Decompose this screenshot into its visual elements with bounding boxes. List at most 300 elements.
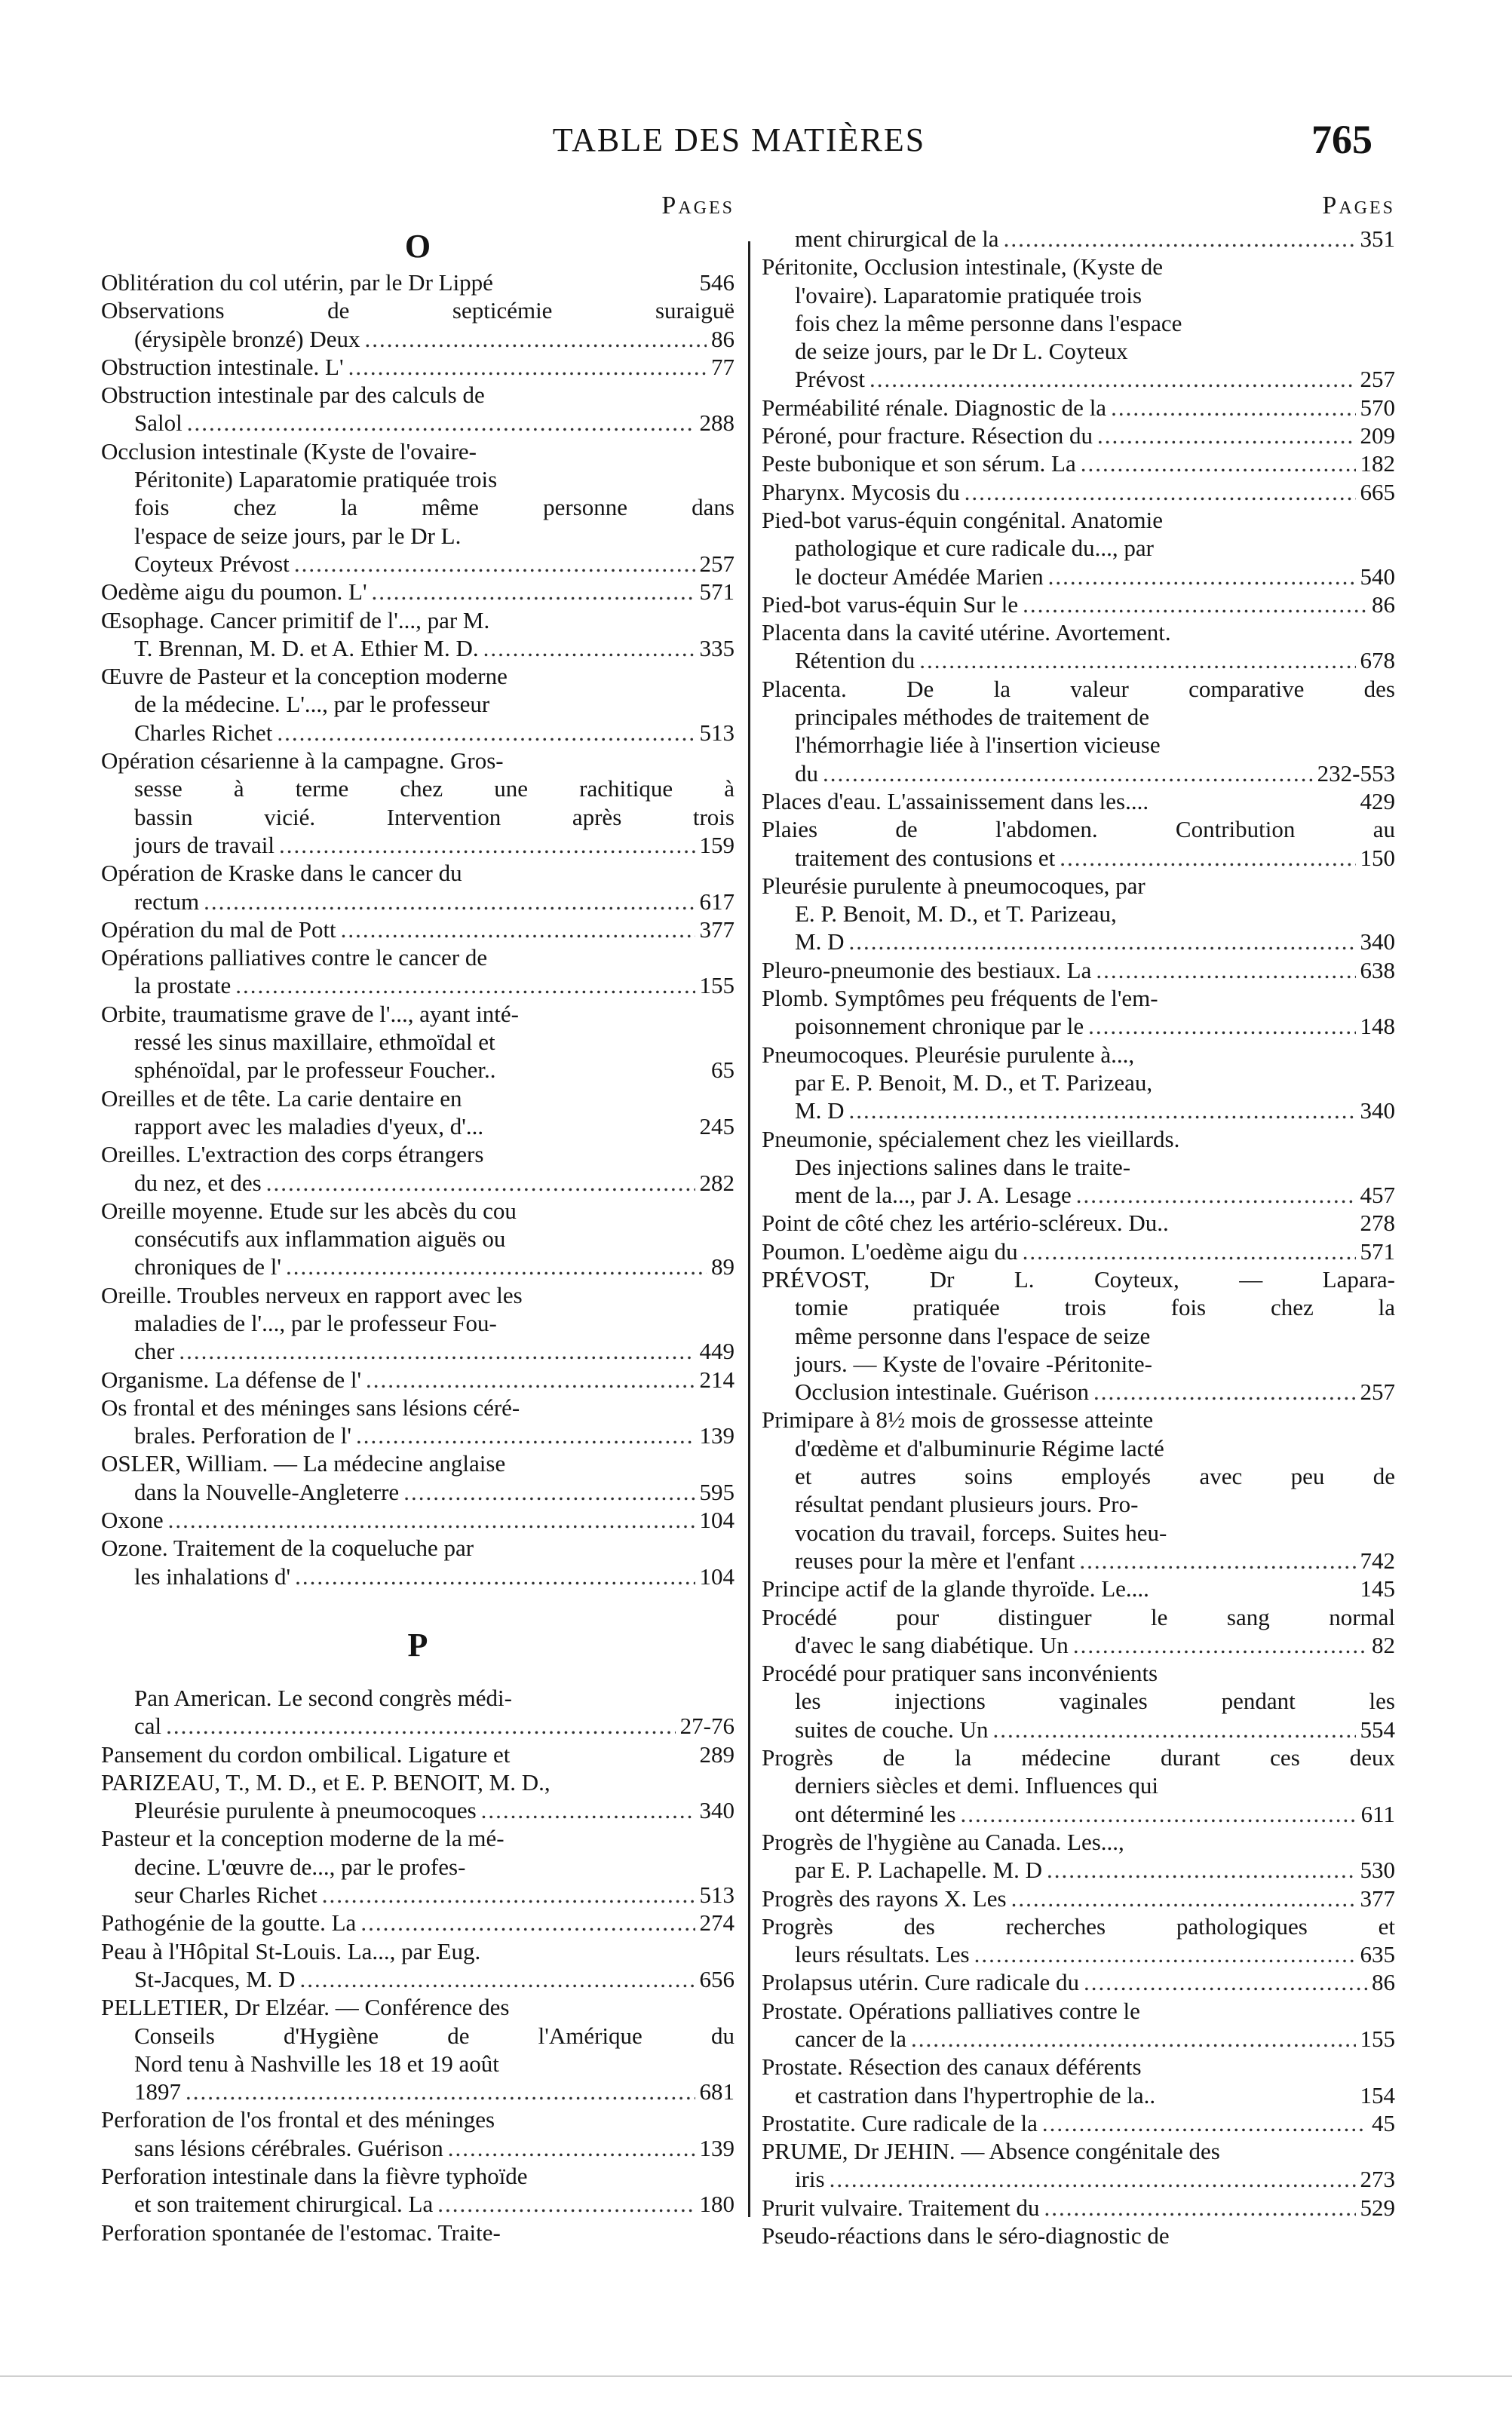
dot-leader [974, 1940, 1356, 1968]
page-reference: 638 [1360, 956, 1395, 983]
entry-text: rapport avec les maladies d'yeux, d'... [134, 1112, 484, 1139]
entry-text: les injections vaginales pendant les [795, 1688, 1395, 1715]
dot-leader [1011, 1885, 1356, 1912]
entry-text: reuses pour la mère et l'enfant [795, 1547, 1075, 1574]
entry-text: sesse à terme chez une rachitique à [134, 775, 735, 802]
index-line [101, 409, 735, 437]
index-line [762, 815, 1395, 843]
dot-leader [830, 2165, 1356, 2193]
page-number: 765 [1311, 117, 1372, 162]
entry-text: Pleurésie purulente à pneumocoques, par [762, 872, 1146, 899]
index-line [762, 2165, 1395, 2193]
dot-leader [869, 365, 1356, 393]
index-line [762, 1069, 1395, 1096]
entry-text: Opération de Kraske dans le cancer du [101, 860, 462, 887]
index-line [101, 1712, 735, 1740]
page-reference: 546 [699, 269, 735, 296]
index-line [101, 578, 735, 606]
entry-text: de la médecine. L'..., par le professeur [134, 691, 490, 718]
entry-text: résultat pendant plusieurs jours. Pro- [795, 1491, 1139, 1518]
entry-text: Pansement du cordon ombilical. Ligature et [101, 1740, 511, 1768]
index-line [101, 381, 735, 409]
index-line [101, 915, 735, 943]
index-line [101, 1909, 735, 1937]
entry-text: Œuvre de Pasteur et la conception moderne [101, 663, 508, 690]
entry-text: Os frontal et des méninges sans lésions céré- [101, 1394, 520, 1421]
index-line [762, 1659, 1395, 1687]
index-line [101, 943, 735, 971]
page-reference: 257 [699, 550, 735, 577]
page-reference: 77 [711, 353, 735, 380]
index-line [101, 1993, 735, 2021]
page-reference: 617 [699, 888, 735, 915]
dot-leader [1079, 1547, 1355, 1575]
entry-text: Occlusion intestinale (Kyste de l'ovaire- [101, 437, 477, 465]
page-reference: 635 [1360, 1941, 1395, 1968]
dot-leader [294, 550, 695, 578]
page-reference: 571 [1360, 1237, 1395, 1265]
index-line [762, 2109, 1395, 2137]
entry-text: d'œdème et d'albuminurie Régime lacté [795, 1434, 1164, 1461]
index-line [762, 309, 1395, 337]
entry-text: et castration dans l'hypertrophie de la.. [795, 2081, 1156, 2108]
dot-leader [1081, 449, 1356, 477]
page-reference: 245 [699, 1112, 735, 1139]
page-reference: 155 [699, 972, 735, 999]
entry-text: bassin vicié. Intervention après trois [134, 803, 735, 830]
index-line [101, 2105, 735, 2133]
entry-text: Principe actif de la glande thyroïde. Le.... [762, 1575, 1149, 1602]
entry-text: Prostate. Résection des canaux déférents [762, 2053, 1142, 2081]
index-line [101, 2022, 735, 2050]
page-reference: 139 [699, 1422, 735, 1449]
dot-leader [365, 325, 707, 353]
index-line [762, 759, 1395, 787]
page-reference: 209 [1360, 422, 1395, 449]
index-line [762, 1519, 1395, 1547]
index-entries-left [101, 268, 735, 2246]
index-line [101, 1000, 735, 1028]
index-line [101, 1421, 735, 1449]
page-reference: 257 [1360, 366, 1395, 393]
entry-text: Rétention du [795, 647, 915, 674]
entry-text: Péritonite) Laparatomie pratiquée trois [134, 466, 498, 493]
entry-text: Prévost [795, 366, 865, 393]
entry-text: suites de couche. Un [795, 1716, 989, 1743]
dot-leader [279, 831, 695, 859]
index-line [101, 1140, 735, 1168]
index-line [762, 2025, 1395, 2053]
entry-text: cher [134, 1338, 175, 1365]
index-line [762, 1743, 1395, 1771]
entry-text: ment de la..., par J. A. Lesage [795, 1182, 1072, 1209]
page-reference: 513 [699, 719, 735, 746]
entry-text: Oblitération du col utérin, par le Dr Lippé [101, 269, 493, 296]
entry-text: M. D [795, 1097, 845, 1124]
entry-text: PARIZEAU, T., M. D., et E. P. BENOIT, M. D., [101, 1768, 551, 1796]
index-line [101, 1028, 735, 1056]
dot-leader [168, 1506, 695, 1534]
entry-text: iris [795, 2166, 825, 2193]
section-letter-p: P [407, 1626, 428, 1664]
entry-text: Prolapsus utérin. Cure radicale du [762, 1969, 1079, 1996]
dot-leader [1097, 422, 1355, 449]
entry-text: brales. Perforation de l' [134, 1422, 351, 1449]
index-line [762, 563, 1395, 590]
entry-text: Péroné, pour fracture. Résection du [762, 422, 1093, 449]
index-line [762, 1547, 1395, 1575]
entry-text: Progrès de l'hygiène au Canada. Les..., [762, 1828, 1124, 1855]
dot-leader [911, 2025, 1356, 2053]
index-line [101, 2050, 735, 2078]
index-line [101, 1281, 735, 1309]
entry-text: Charles Richet [134, 719, 273, 746]
page-reference: 282 [699, 1169, 735, 1196]
entry-text: Pied-bot varus-équin Sur le [762, 590, 1019, 618]
index-line [762, 1181, 1395, 1209]
entry-text: traitement des contusions et [795, 844, 1056, 871]
page-reference: 104 [699, 1563, 735, 1590]
entry-text: Prostatite. Cure radicale de la [762, 2109, 1038, 2136]
entry-text: E. P. Benoit, M. D., et T. Parizeau, [795, 900, 1117, 928]
entry-text: Pharynx. Mycosis du [762, 478, 960, 505]
dot-leader [360, 1909, 695, 1937]
dot-leader [993, 1716, 1356, 1743]
entry-text: Places d'eau. L'assainissement dans les.... [762, 787, 1149, 814]
entry-text: Ozone. Traitement de la coqueluche par [101, 1535, 474, 1562]
index-line [101, 1965, 735, 1993]
entry-text: M. D [795, 928, 845, 955]
page-reference: 65 [711, 1057, 735, 1084]
entry-text: les inhalations d' [134, 1563, 291, 1590]
index-line [101, 803, 735, 831]
index-line [762, 1771, 1395, 1799]
index-line [762, 1490, 1395, 1518]
entry-text: Perméabilité rénale. Diagnostic de la [762, 394, 1107, 421]
dot-leader [1088, 1012, 1355, 1040]
entry-text: Progrès des rayons X. Les [762, 1885, 1007, 1912]
index-line [762, 590, 1395, 618]
entry-text: Péritonite, Occlusion intestinale, (Kyste de [762, 253, 1164, 281]
page-reference: 681 [699, 2078, 735, 2105]
index-line [762, 928, 1395, 955]
page-reference: 86 [711, 325, 735, 352]
index-line [762, 1856, 1395, 1884]
index-line [762, 1012, 1395, 1040]
page-reference: 377 [699, 915, 735, 943]
page-reference: 665 [1360, 478, 1395, 505]
index-line [101, 662, 735, 690]
entry-text: Opération du mal de Pott [101, 915, 336, 943]
index-line [101, 1056, 735, 1084]
index-line [101, 1684, 735, 1712]
entry-text: sans lésions cérébrales. Guérison [134, 2134, 443, 2161]
entry-text: cancer de la [795, 2026, 906, 2052]
index-line [762, 1406, 1395, 1434]
entry-text: (érysipèle bronzé) Deux [134, 325, 360, 352]
page-reference: 570 [1360, 394, 1395, 421]
index-line [101, 2219, 735, 2246]
index-line [101, 493, 735, 521]
entry-text: Progrès de la médecine durant ces deux [762, 1744, 1395, 1771]
index-line [101, 1112, 735, 1140]
index-line [762, 1237, 1395, 1265]
index-line [101, 1084, 735, 1112]
index-line [762, 478, 1395, 506]
dot-leader [483, 634, 695, 662]
page-reference: 82 [1372, 1631, 1395, 1658]
entry-text: ment chirurgical de la [795, 225, 999, 252]
entry-text: jours de travail [134, 831, 274, 858]
index-line [762, 1350, 1395, 1378]
index-line [101, 268, 735, 296]
dot-leader [1044, 2194, 1356, 2222]
index-line [101, 1253, 735, 1280]
dot-leader [1096, 956, 1355, 984]
entry-text: Nord tenu à Nashville les 18 et 19 août [134, 2050, 499, 2077]
dot-leader [179, 1337, 695, 1365]
index-line [762, 1153, 1395, 1181]
index-line [762, 1997, 1395, 2025]
page-reference: 86 [1372, 590, 1395, 618]
entry-text: Pneumocoques. Pleurésie purulente à..., [762, 1041, 1135, 1068]
entry-text: derniers siècles et demi. Influences qui [795, 1772, 1159, 1799]
index-line [762, 1575, 1395, 1602]
index-line [762, 1209, 1395, 1237]
entry-text: rectum [134, 888, 200, 915]
entry-text: fois chez la même personne dans [134, 494, 735, 521]
entry-text: Plomb. Symptômes peu fréquents de l'em- [762, 985, 1158, 1012]
dot-leader [341, 915, 695, 943]
dot-leader [186, 2078, 695, 2105]
index-line [762, 1631, 1395, 1659]
section-letter-o: O [404, 228, 431, 265]
page-reference: 288 [699, 409, 735, 437]
index-line [101, 747, 735, 774]
page-reference: 530 [1360, 1857, 1395, 1884]
page-reference: 159 [699, 831, 735, 858]
entry-text: Pan American. Le second congrès médi- [134, 1684, 512, 1711]
index-line [101, 719, 735, 747]
page-reference: 148 [1360, 1013, 1395, 1040]
page-reference: 335 [699, 634, 735, 661]
dot-leader [266, 1169, 695, 1197]
entry-text: Oreille. Troubles nerveux en rapport avec les [101, 1281, 523, 1308]
page-reference: 611 [1360, 1800, 1395, 1827]
entry-text: leurs résultats. Les [795, 1941, 970, 1968]
entry-text: Oreilles et de tête. La carie dentaire en [101, 1084, 462, 1112]
index-line [101, 2162, 735, 2190]
index-line [762, 337, 1395, 365]
entry-text: decine. L'œuvre de..., par le profes- [134, 1853, 466, 1880]
index-line [101, 1197, 735, 1225]
index-line [762, 422, 1395, 449]
dot-leader [372, 578, 695, 606]
index-line [762, 2222, 1395, 2250]
index-line [762, 253, 1395, 281]
index-line [762, 703, 1395, 731]
dot-leader [1093, 1378, 1356, 1406]
index-line [762, 1096, 1395, 1124]
entry-text: Point de côté chez les artério-scléreux. Du.. [762, 1210, 1169, 1237]
dot-leader [166, 1712, 676, 1740]
dot-leader [1004, 225, 1356, 253]
entry-text: OSLER, William. — La médecine anglaise [101, 1450, 506, 1477]
pages-column-label: Pages [661, 192, 735, 219]
entry-text: par E. P. Benoit, M. D., et T. Parizeau, [795, 1069, 1153, 1096]
entry-text: Prurit vulvaire. Traitement du [762, 2194, 1040, 2221]
page-reference: 656 [699, 1965, 735, 1992]
entry-text: Peste bubonique et son sérum. La [762, 450, 1076, 477]
dot-leader [286, 1253, 707, 1280]
index-line [101, 550, 735, 578]
index-line [762, 984, 1395, 1012]
dot-leader [300, 1965, 695, 1993]
index-line [762, 506, 1395, 534]
entry-text: Obstruction intestinale par des calculs de [101, 382, 485, 409]
page-reference: 27-76 [679, 1713, 735, 1740]
index-line [101, 522, 735, 550]
entry-text: Plaies de l'abdomen. Contribution au [762, 816, 1395, 843]
index-line [762, 1940, 1395, 1968]
page-reference: 232-553 [1317, 759, 1395, 787]
index-line [762, 956, 1395, 984]
index-line [762, 394, 1395, 422]
entry-text: Oedème aigu du poumon. L' [101, 578, 367, 606]
dot-leader [322, 1881, 695, 1909]
entry-text: Pathogénie de la goutte. La [101, 1909, 357, 1937]
entry-text: Perforation spontanée de l'estomac. Traite- [101, 2219, 501, 2246]
page-reference: 340 [1360, 928, 1395, 955]
index-line [101, 831, 735, 859]
dot-leader [235, 971, 695, 999]
index-line [762, 1687, 1395, 1715]
entry-text: dans la Nouvelle-Angleterre [134, 1478, 400, 1505]
dot-leader [848, 928, 1355, 955]
index-line [762, 1716, 1395, 1743]
page-reference: 377 [1360, 1885, 1395, 1912]
right-column [762, 187, 1395, 2250]
index-line [101, 296, 735, 324]
index-line [762, 225, 1395, 253]
index-line [762, 731, 1395, 759]
dot-leader [437, 2190, 695, 2218]
entry-text: ont déterminé les [795, 1800, 956, 1827]
entry-text: de seize jours, par le Dr L. Coyteux [795, 338, 1128, 365]
page-reference: 449 [699, 1338, 735, 1365]
index-line [101, 2190, 735, 2218]
index-line [101, 1881, 735, 1909]
page-reference: 182 [1360, 450, 1395, 477]
entry-text: principales méthodes de traitement de [795, 704, 1149, 731]
page-reference: 289 [699, 1740, 735, 1768]
entry-text: consécutifs aux inflammation aiguës ou [134, 1225, 506, 1253]
page-title: TABLE DES MATIÈRES [552, 121, 926, 158]
entry-text: 1897 [134, 2078, 181, 2105]
index-line [101, 1740, 735, 1768]
index-line [762, 1293, 1395, 1321]
page-reference: 89 [711, 1253, 735, 1280]
index-entries-right [762, 225, 1395, 2250]
entry-text: Perforation de l'os frontal et des méninges [101, 2106, 495, 2133]
entry-text: Pseudo-réactions dans le séro-diagnostic de [762, 2222, 1170, 2250]
dot-leader [356, 1421, 695, 1449]
index-line [762, 534, 1395, 562]
dot-leader [1111, 394, 1355, 422]
index-line [101, 606, 735, 634]
index-line [762, 872, 1395, 900]
page-reference: 429 [1360, 787, 1395, 814]
entry-text: Occlusion intestinale. Guérison [795, 1379, 1089, 1406]
index-line [762, 1265, 1395, 1293]
entry-text: Placenta dans la cavité utérine. Avortement. [762, 619, 1171, 646]
entry-text: cal [134, 1713, 162, 1740]
entry-text: sphénoïdal, par le professeur Foucher.. [134, 1057, 496, 1084]
index-line [762, 1800, 1395, 1828]
index-line [762, 449, 1395, 477]
index-line [101, 1478, 735, 1506]
index-line [101, 1937, 735, 1965]
index-line [762, 1828, 1395, 1856]
index-line [101, 690, 735, 718]
index-line [101, 2134, 735, 2162]
index-line [762, 646, 1395, 674]
index-line [101, 1506, 735, 1534]
index-line [762, 2137, 1395, 2165]
index-line [762, 1603, 1395, 1631]
dot-leader [403, 1478, 695, 1506]
entry-text: Pasteur et la conception moderne de la mé- [101, 1825, 505, 1852]
page-reference: 540 [1360, 563, 1395, 590]
page-reference: 45 [1372, 2109, 1395, 2136]
index-line [101, 888, 735, 915]
entry-text: pathologique et cure radicale du..., par [795, 535, 1154, 562]
page-reference: 513 [699, 1882, 735, 1909]
entry-text: du nez, et des [134, 1169, 262, 1196]
dot-leader [448, 2134, 695, 2162]
entry-text: fois chez la même personne dans l'espace [795, 309, 1182, 336]
index-line [101, 437, 735, 465]
pages-column-label: Pages [1322, 192, 1395, 219]
dot-leader [1023, 590, 1367, 618]
entry-text: même personne dans l'espace de seize [795, 1322, 1151, 1349]
page-reference: 351 [1360, 225, 1395, 252]
index-line [762, 1322, 1395, 1350]
page-reference: 104 [699, 1507, 735, 1534]
page-reference: 154 [1360, 2081, 1395, 2108]
page-reference: 529 [1360, 2194, 1395, 2221]
entry-text: Oreilles. L'extraction des corps étrangers [101, 1141, 484, 1168]
page-reference: 571 [699, 578, 735, 606]
index-line [101, 1563, 735, 1590]
entry-text: PRÉVOST, Dr L. Coyteux, — Lapara- [762, 1265, 1395, 1293]
index-line [101, 1853, 735, 1881]
index-line [762, 1125, 1395, 1153]
page-reference: 214 [699, 1366, 735, 1393]
index-line [101, 774, 735, 802]
dot-leader [1060, 844, 1355, 872]
entry-text: Salol [134, 409, 182, 437]
page-reference: 595 [699, 1478, 735, 1505]
index-line [101, 2078, 735, 2105]
entry-text: tomie pratiquée trois fois chez la [795, 1294, 1395, 1321]
entry-text: Pleurésie purulente à pneumocoques [134, 1797, 477, 1824]
page-reference: 340 [1360, 1097, 1395, 1124]
index-line [101, 1225, 735, 1253]
entry-text: Organisme. La défense de l' [101, 1366, 362, 1393]
dot-leader [1084, 1968, 1367, 1996]
left-column [101, 187, 735, 2246]
